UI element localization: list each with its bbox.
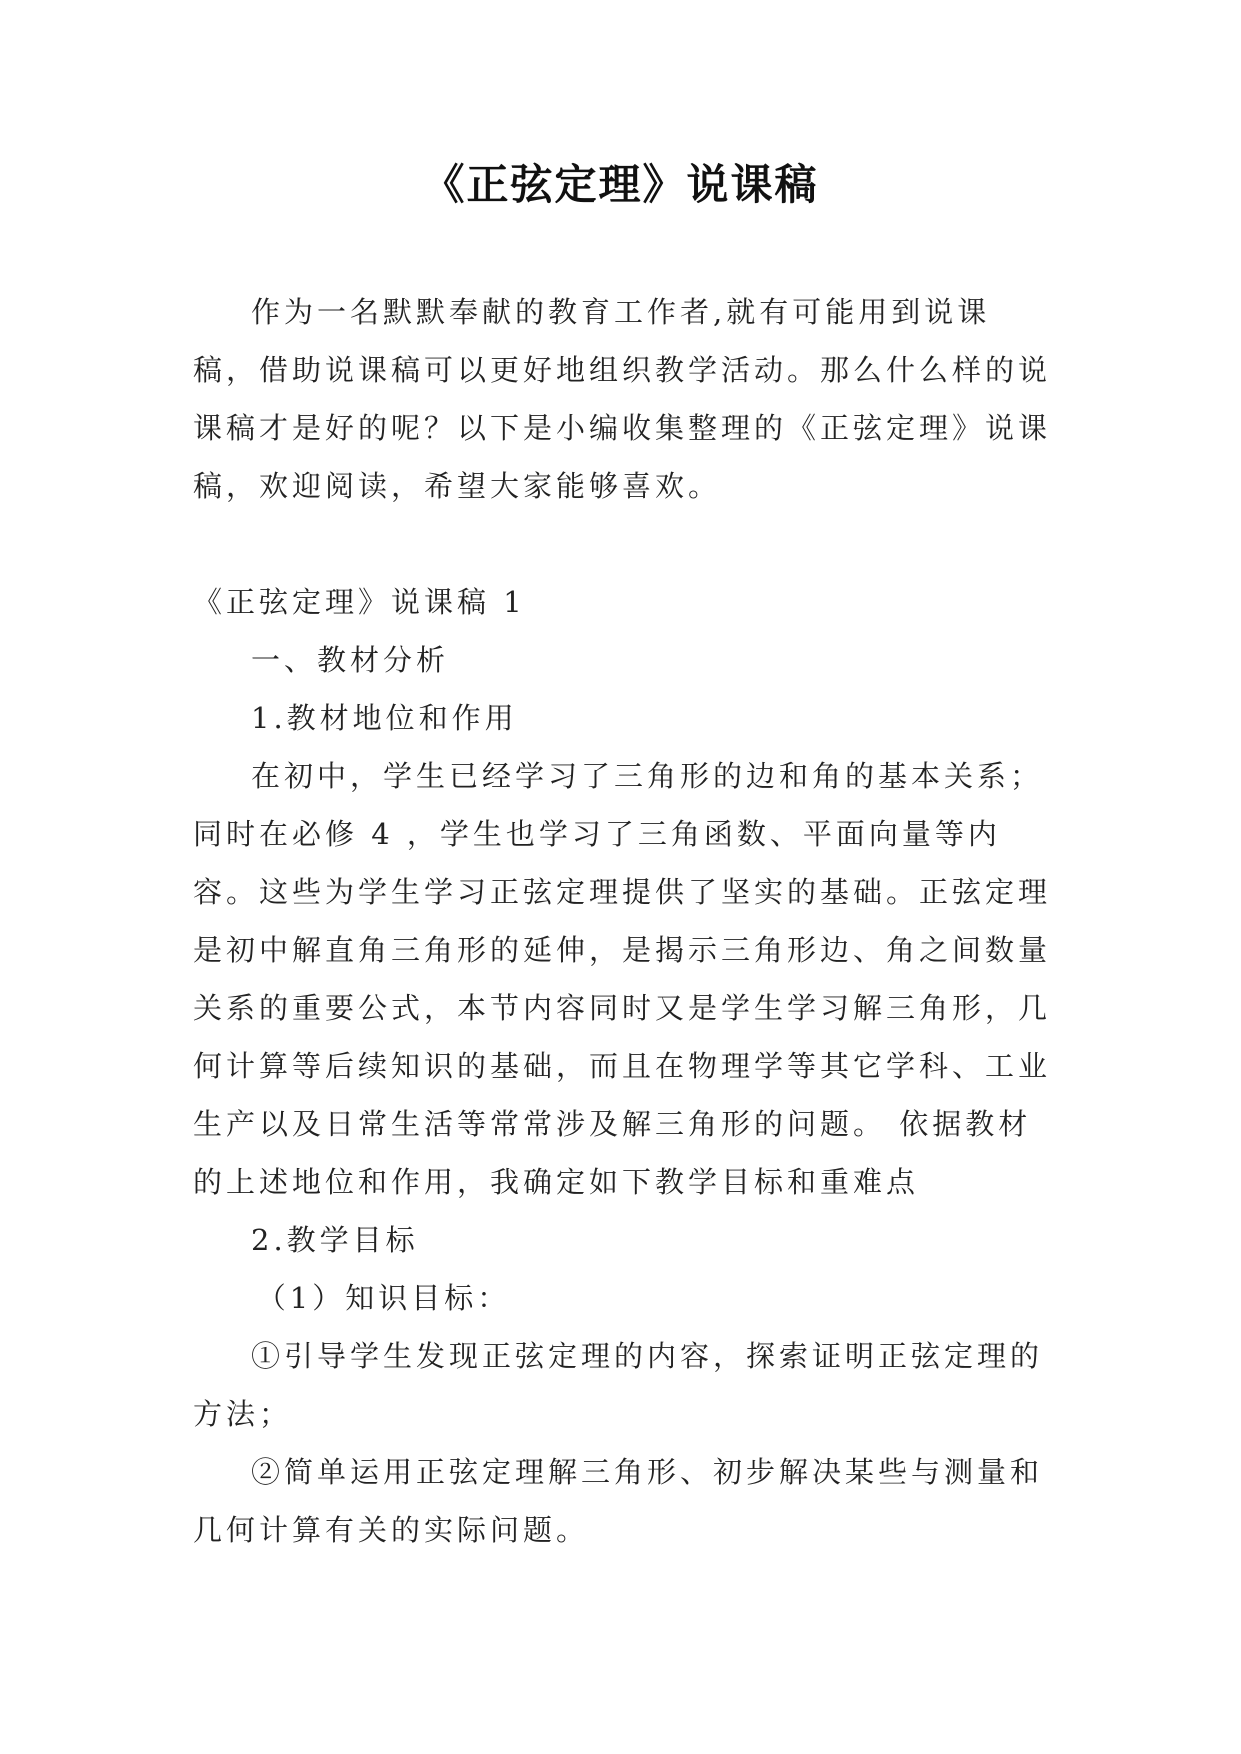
part1-heading: 一、教材分析 xyxy=(251,643,450,677)
intro-block xyxy=(193,283,1055,515)
section-heading: 《正弦定理》说课稿 1 xyxy=(193,585,526,619)
intro-paragraph: 作为一名默默奉献的教育工作者,就有可能用到说课稿，借助说课稿可以更好地组织教学活动。那么什么样的说课稿才是好的呢？以下是小编收集整理的《正弦定理》说课稿，欢迎阅读，希望大家能够喜欢。 xyxy=(193,295,1052,503)
document-title: 《正弦定理》说课稿 xyxy=(422,160,819,209)
knowledge-goal-heading: （1）知识目标： xyxy=(256,1281,511,1315)
part1-sub1-paragraph: 在初中，学生已经学习了三角形的边和角的基本关系；同时在必修 4 ，学生也学习了三角函数、平面向量等内容。这些为学生学习正弦定理提供了坚实的基础。正弦定理是初中解直角三角形的延伸，是揭示三角形边、角之间数量关系的重要公式，本节内容同时又是学生学习解三角形，几何计算等后续知识的基础，而且在物理学等其它学科、工业生产以及日常生活等常常涉及解三角形的问题。 依据教材的上述地位和作用，我确定如下教学目标和重难点 xyxy=(193,759,1052,1199)
part1-sub2-heading: 2.教学目标 xyxy=(251,1223,419,1257)
part1-sub1-heading: 1.教材地位和作用 xyxy=(251,701,518,735)
section-block xyxy=(193,573,1055,1559)
goal-item-2: ②简单运用正弦定理解三角形、初步解决某些与测量和几何计算有关的实际问题。 xyxy=(193,1455,1044,1547)
goal-item-1: ①引导学生发现正弦定理的内容，探索证明正弦定理的方法； xyxy=(193,1339,1044,1431)
